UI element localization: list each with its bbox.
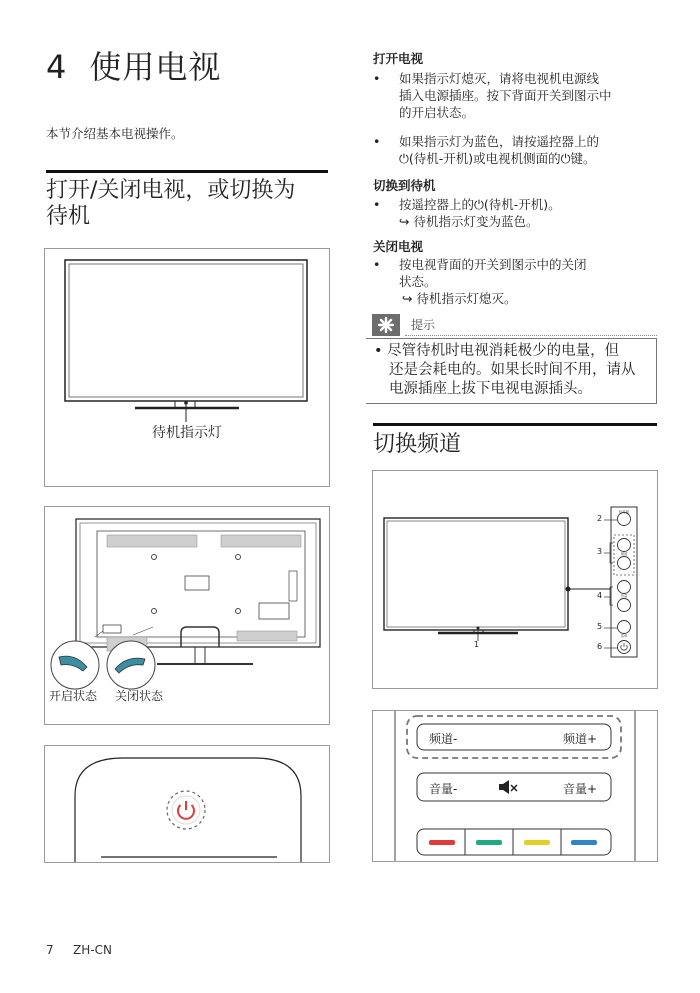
- svg-text:信号源: 信号源: [618, 510, 630, 514]
- tip-line: • 尽管待机时电视消耗极少的电量，但: [374, 343, 620, 359]
- channel-plus-key: 频道+: [563, 732, 598, 746]
- bullet-turn-on-2: • 如果指示灯为蓝色，请按遥控器上的 ⏻(待机-开机)或电视机侧面的⏻键。: [373, 134, 600, 166]
- figure-remote-keys: [372, 710, 658, 862]
- chapter-number: 4: [46, 48, 68, 86]
- green-color-key: [476, 840, 502, 845]
- callout-3: 3: [597, 547, 603, 556]
- svg-text:频道: 频道: [620, 552, 628, 556]
- blue-color-key: [571, 840, 597, 845]
- language-code: ZH-CN: [73, 943, 112, 957]
- section-title-line1: 打开/关闭电视，或切换为: [46, 178, 296, 203]
- volume-plus-key: 音量+: [563, 782, 598, 796]
- callout-1: 1: [474, 640, 480, 649]
- tip-line: 电源插座上拔下电视电源插头。: [389, 381, 592, 397]
- standby-indicator-caption: 待机指示灯: [152, 425, 222, 441]
- tip-divider: [405, 335, 657, 336]
- tip-badge: [372, 314, 400, 336]
- svg-text:音量: 音量: [620, 594, 628, 598]
- figure-tv-front: [44, 248, 330, 487]
- bullet-turn-on-1: • 如果指示灯熄灭，请将电视机电源线 插入电源插座。按下背面开关到图示中 的开启状态。: [373, 71, 612, 120]
- channel-minus-key: 频道-: [429, 732, 458, 746]
- tv-front-illustration: [45, 249, 329, 486]
- heading-turn-off: 关闭电视: [373, 239, 424, 254]
- callout-5: 5: [597, 622, 603, 631]
- chapter-name: 使用电视: [89, 48, 222, 86]
- bullet-line: 按电视背面的开关到图示中的关闭: [399, 257, 587, 272]
- tip-box: [366, 338, 657, 404]
- figure-side-controls: [372, 470, 658, 689]
- bullet-standby: • 按遥控器上的⏻(待机-开机)。: [373, 197, 561, 212]
- figure-power-button: [44, 745, 330, 863]
- tip-label: 提示: [411, 318, 436, 332]
- section-title-power: [46, 178, 295, 230]
- bullet-line: ⏻(待机-开机)或电视机侧面的⏻键。: [399, 151, 596, 166]
- remote-keys-illustration: [373, 711, 657, 861]
- heading-turn-on: 打开电视: [373, 51, 424, 66]
- bullet-turn-off: • 按电视背面的开关到图示中的关闭 状态。: [373, 257, 587, 289]
- tip-line: 还是会耗电的。如果长时间不用，请从: [389, 362, 636, 378]
- callout-2: 2: [597, 514, 603, 523]
- chapter-title: [46, 42, 221, 88]
- power-button-illustration: [45, 746, 329, 862]
- figure-tv-back: [44, 506, 330, 725]
- switch-on-label: 开启状态: [49, 689, 98, 703]
- bullet-line: 状态。: [399, 274, 437, 289]
- red-color-key: [429, 840, 455, 845]
- callout-4: 4: [597, 591, 603, 600]
- result-turn-off: ↪ 待机指示灯熄灭。: [402, 291, 517, 306]
- tip-asterisk-icon: [372, 314, 400, 336]
- bullet-line: 插入电源插座。按下背面开关到图示中: [399, 88, 612, 103]
- switch-off-label: 关闭状态: [115, 689, 164, 703]
- volume-minus-key: 音量-: [429, 782, 458, 796]
- bullet-line: 如果指示灯熄灭，请将电视机电源线: [399, 71, 600, 86]
- bullet-line: 的开启状态。: [399, 105, 475, 120]
- page-number: 7: [46, 943, 54, 957]
- result-standby: ↪ 待机指示灯变为蓝色。: [399, 214, 539, 229]
- bullet-line: 如果指示灯为蓝色，请按遥控器上的: [399, 134, 600, 149]
- yellow-color-key: [524, 840, 550, 845]
- section-title-line2: 待机: [46, 204, 91, 229]
- section-rule-left: [46, 170, 328, 173]
- intro-text: 本节介绍基本电视操作。: [46, 126, 184, 141]
- section-rule-right: [373, 423, 657, 426]
- standby-indicator-dot: [184, 401, 188, 405]
- bullet-line: 按遥控器上的⏻(待机-开机)。: [399, 197, 561, 212]
- section-title-channels: 切换频道: [373, 432, 462, 457]
- svg-text:菜单: 菜单: [620, 634, 628, 638]
- heading-standby: 切换到待机: [373, 178, 436, 193]
- side-controls-illustration: [373, 471, 657, 688]
- callout-6: 6: [597, 642, 603, 651]
